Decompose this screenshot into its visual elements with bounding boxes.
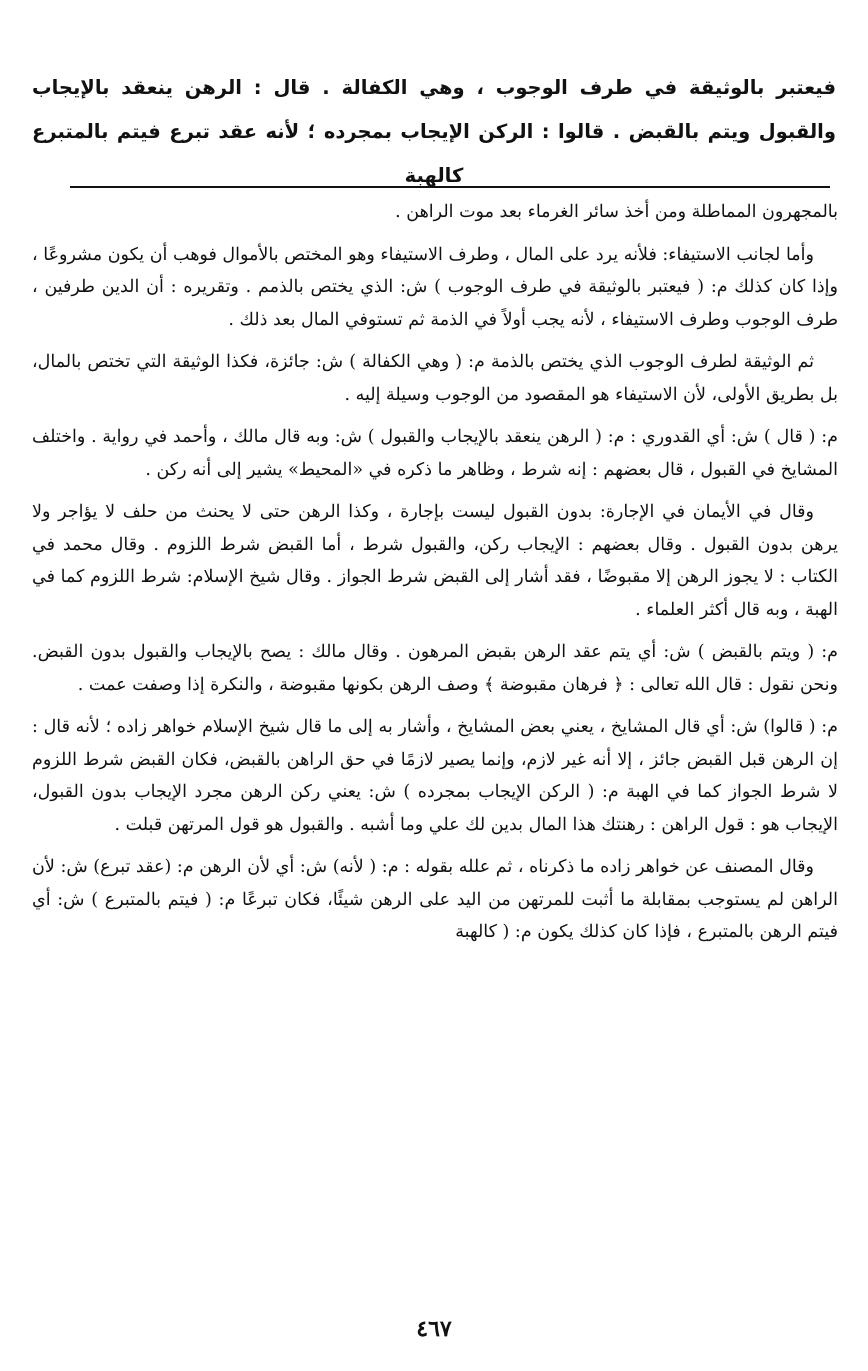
commentary-paragraph: م: ( قالوا) ش: أي قال المشايخ ، يعني بعض المشايخ ، وأشار به إلى ما قال شيخ الإسلام خواهر زاده ؛ لأنه قال : إن الرهن قبل القبض جائز ، إلا أنه غير لازم، وإنما يصير لازمًا في حق الراهن بالقبض، فكان القبض شرط اللزوم لا شرط الجواز كما في الهبة م: ( الركن الإيجاب بمجرده ) ش: يعني ركن الرهن مجرد الإيجاب بدون القبول، الإيجاب هو : قول الراهن : رهنتك هذا المال بدين لك علي وما أشبه . والقبول هو قول المرتهن قبلت . [32,717,838,835]
commentary-body [32,196,838,959]
commentary-paragraph: ثم الوثيقة لطرف الوجوب الذي يختص بالذمة م: ( وهي الكفالة ) ش: جائزة، فكذا الوثيقة التي تختص بالمال، بل بطريق الأولى، لأن الاستيفاء هو المقصود من الوجوب وسيلة إليه . [32,352,838,405]
commentary-paragraph: وأما لجانب الاستيفاء: فلأنه يرد على المال ، وطرف الاستيفاء وهو المختص بالأموال فوهب أن يكون مشروعًا ، وإذا كان كذلك م: ( فيعتبر بالوثيقة في طرف الوجوب ) ش: الذي يختص بالذمم . وتقريره : أن الدين طرفين ، طرف الوجوب وطرف الاستيفاء ، لأنه يجب أولاً في الذمة ثم تستوفي المال بعد ذلك . [32,244,838,330]
main-text: فيعتبر بالوثيقة في طرف الوجوب ، وهي الكفالة . قال : الرهن ينعقد بالإيجاب والقبول ويتم بالقبض . قالوا : الركن الإيجاب بمجرده ؛ لأنه عقد تبرع فيتم بالمتبرع كالهبة [32,76,836,187]
commentary-paragraph: م: ( قال ) ش: أي القدوري : م: ( الرهن ينعقد بالإيجاب والقبول ) ش: وبه قال مالك ، وأحمد في رواية . واختلف المشايخ في القبول ، قال بعضهم : إنه شرط ، وظاهر ما ذكره في «المحيط» يشير إلى أنه ركن . [32,427,838,480]
separator-line [70,186,830,188]
commentary-paragraph: م: ( ويتم بالقبض ) ش: أي يتم عقد الرهن بقبض المرهون . وقال مالك : يصح بالإيجاب والقبول بدون القبض. ونحن نقول : قال الله تعالى : ﴿ فرهان مقبوضة ﴾ وصف الرهن بكونها مقبوضة ، والنكرة إذا وصفت عمت . [32,642,838,695]
commentary-paragraph: بالمجهرون المماطلة ومن أخذ سائر الغرماء بعد موت الراهن . [395,202,838,222]
page-number: ٤٦٧ [416,1316,452,1342]
commentary-paragraph: وقال المصنف عن خواهر زاده ما ذكرناه ، ثم علله بقوله : م: ( لأنه) ش: أي لأن الرهن م: (عقد تبرع) ش: لأن الراهن لم يستوجب بمقابلة ما أثبت للمرتهن من اليد على الرهن شيئًا، فكان تبرعًا م: ( فيتم بالمتبرع ) ش: أي فيتم الرهن بالمتبرع ، فإذا كان كذلك يكون م: ( كالهبة [32,857,838,942]
commentary-paragraph: وقال في الأيمان في الإجارة: بدون القبول ليست بإجارة ، وكذا الرهن حتى لا يحنث من حلف لا يؤاجر ولا يرهن بدون القبول . وقال بعضهم : الإيجاب ركن، والقبول شرط ، أما القبض شرط اللزوم . وقال محمد في الكتاب : لا يجوز الرهن إلا مقبوضًا ، فقد أشار إلى القبض شرط الجواز . وقال شيخ الإسلام: شرط اللزوم كما في الهبة ، وبه قال أكثر العلماء . [32,502,838,620]
